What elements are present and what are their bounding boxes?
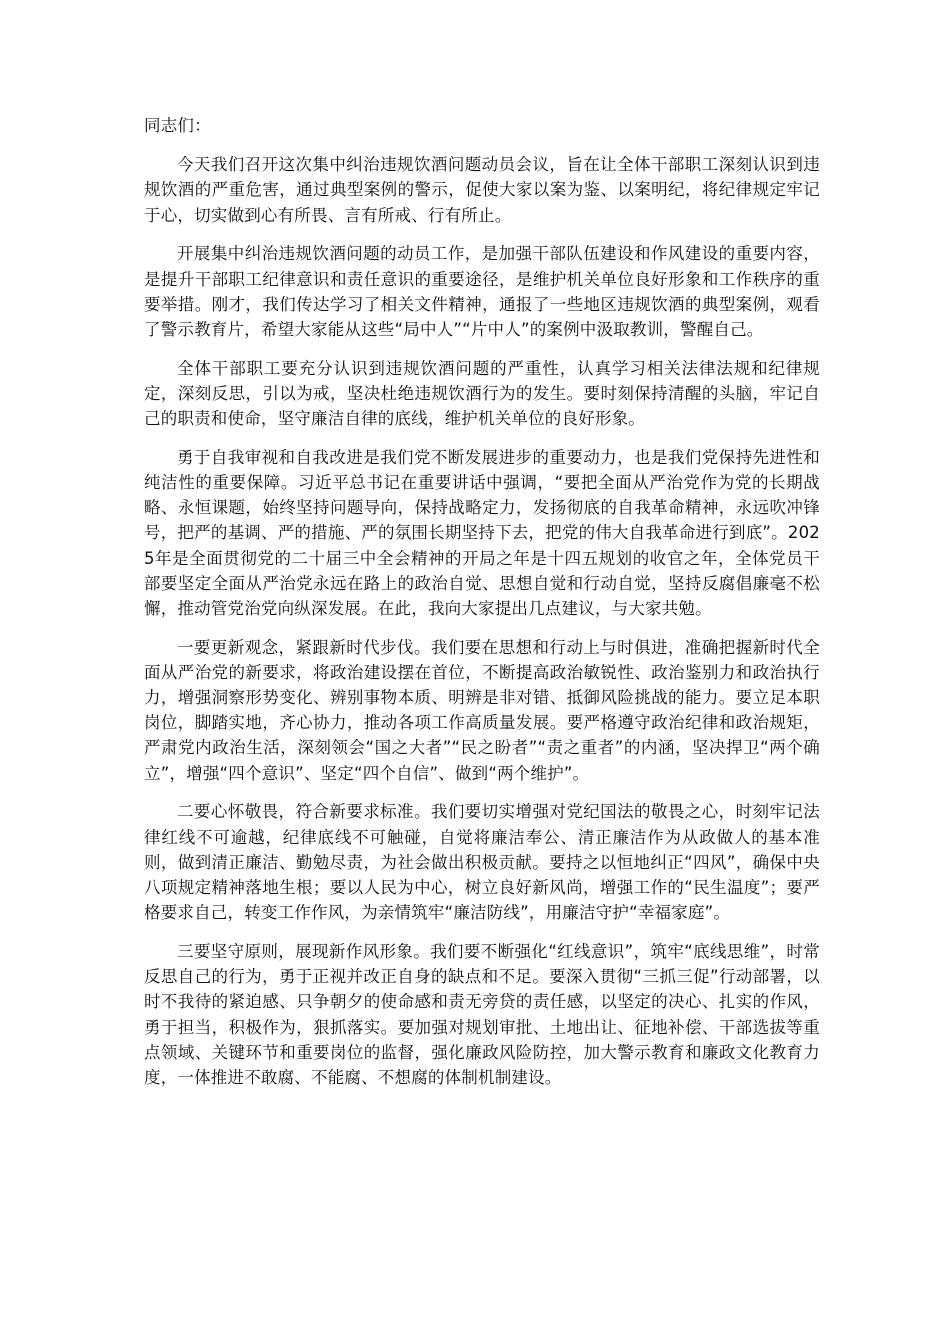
greeting: 同志们： (144, 116, 211, 135)
paragraph-mobilization: 开展集中纠治违规饮酒问题的动员工作，是加强干部队伍建设和作风建设的重要内容，是提升干部职工纪律意识和责任意识的重要途径，是维护机关单位良好形象和工作秩序的重要举措。刚才，我们传达学习了相关文件精神，通报了一些地区违规饮酒的典型案例，观看了警示教育片，希望大家能从这些“局中人”“片中人”的案例中汲取教训，警醒自己。 (144, 244, 820, 339)
paragraph-suggestion-one: 一要更新观念，紧跟新时代步伐。我们要在思想和行动上与时俱进，准确把握新时代全面从严治党的新要求，将政治建设摆在首位，不断提高政治敏锐性、政治鉴别力和政治执行力，增强洞察形势变化、辨别事物本质、明辨是非对错、抵御风险挑战的能力。要立足本职岗位，脚踏实地，齐心协力，推动各项工作高质量发展。要严格遵守政治纪律和政治规矩，严肃党内政治生活，深刻领会“国之大者”“民之盼者”“责之重者”的内涵，坚决捍卫“两个确立”，增强“四个意识”、坚定“四个自信”、做到“两个维护”。 (144, 637, 820, 783)
paragraph-opening: 今天我们召开这次集中纠治违规饮酒问题动员会议，旨在让全体干部职工深刻认识到违规饮酒的严重危害，通过典型案例的警示，促使大家以案为鉴、以案明纪，将纪律规定牢记于心，切实做到心有所畏、言有所戒、行有所止。 (144, 155, 820, 225)
document-body (144, 113, 820, 1104)
paragraph-suggestion-three: 三要坚守原则，展现新作风形象。我们要不断强化“红线意识”，筑牢“底线思维”，时常反思自己的行为，勇于正视并改正自身的缺点和不足。要深入贯彻“三抓三促”行动部署，以时不我待的紧迫感、只争朝夕的使命感和责无旁贷的责任感，以坚定的决心、扎实的作风，勇于担当，积极作为，狠抓落实。要加强对规划审批、土地出让、征地补偿、干部选拔等重点领域、关键环节和重要岗位的监督，强化廉政风险防控，加大警示教育和廉政文化教育力度，一体推进不敢腐、不能腐、不想腐的体制机制建设。 (144, 941, 820, 1087)
paragraph-self-revolution: 勇于自我审视和自我改进是我们党不断发展进步的重要动力，也是我们党保持先进性和纯洁性的重要保障。习近平总书记在重要讲话中强调，“要把全面从严治党作为党的长期战略、永恒课题，始终坚持问题导向，保持战略定力，发扬彻底的自我革命精神，永远吹冲锋号，把严的基调、严的措施、严的氛围长期坚持下去，把党的伟大自我革命进行到底”。2025年是全面贯彻党的二十届三中全会精神的开局之年是十四五规划的收官之年，全体党员干部要坚定全面从严治党永远在路上的政治自觉、思想自觉和行动自觉，坚持反腐倡廉毫不松懈，推动管党治党向纵深发展。在此，我向大家提出几点建议，与大家共勉。 (144, 447, 820, 618)
paragraph-suggestion-two: 二要心怀敬畏，符合新要求标准。我们要切实增强对党纪国法的敬畏之心，时刻牢记法律红线不可逾越，纪律底线不可触碰，自觉将廉洁奉公、清正廉洁作为从政做人的基本准则，做到清正廉洁、勤勉尽责，为社会做出积极贡献。要持之以恒地纠正“四风”，确保中央八项规定精神落地生根；要以人民为中心，树立良好新风尚，增强工作的“民生温度”；要严格要求自己，转变工作作风，为亲情筑牢“廉洁防线”，用廉洁守护“幸福家庭”。 (144, 802, 820, 923)
paragraph-awareness: 全体干部职工要充分认识到违规饮酒问题的严重性，认真学习相关法律法规和纪律规定，深刻反思，引以为戒，坚决杜绝违规饮酒行为的发生。要时刻保持清醒的头脑，牢记自己的职责和使命，坚守廉洁自律的底线，维护机关单位的良好形象。 (144, 358, 820, 429)
